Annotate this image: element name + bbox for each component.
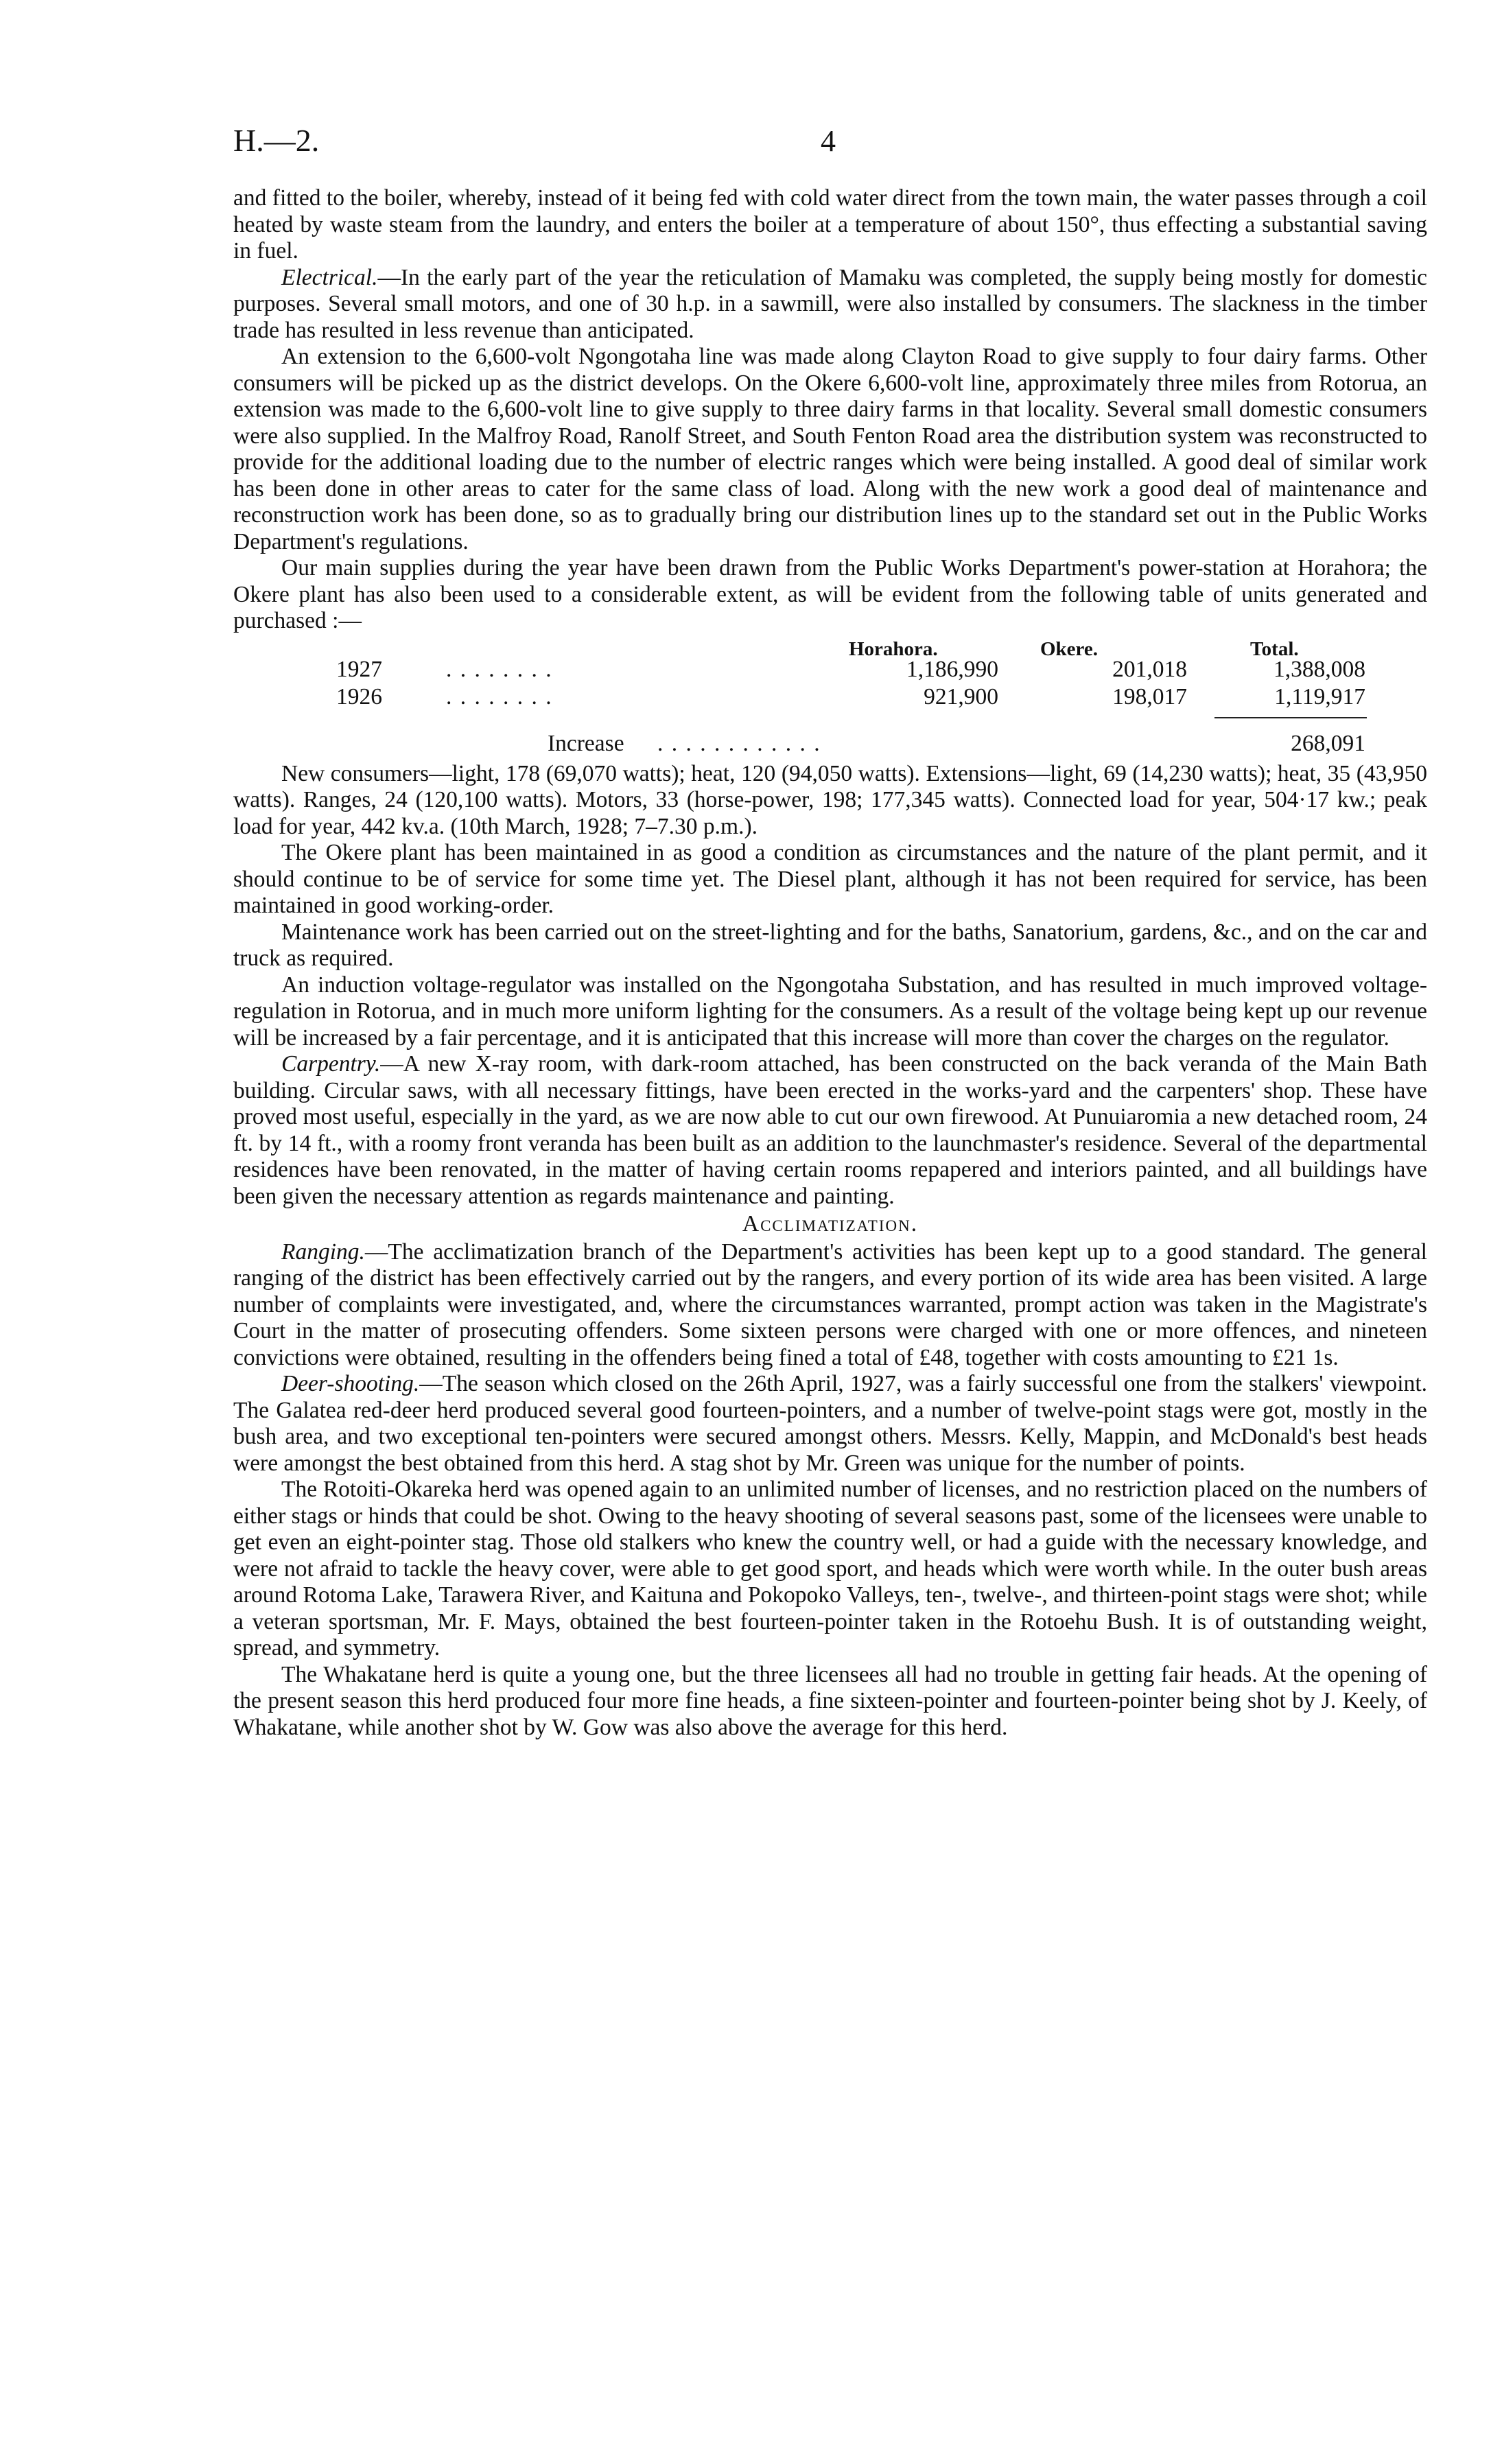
paragraph-text: —The acclimatization branch of the Department's activities has been kept up to a good standard. The general ranging of the district has been effectively carried out by the rangers, and every portion of its wide area has been visited. A large number of complaints were investigated, and, where the circumstances warranted, prompt action was taken in the Magistrate's Court in the matter of prosecuting offenders. Some sixteen persons were charged with one or more offences, and nineteen convictions were obtained, resulting in the offenders being fined a total of £48, together with costs amounting to £21 1s.	[233, 1239, 1427, 1370]
paragraph-electrical	[233, 265, 1427, 344]
table-row-dots: . . . . . . . .	[446, 656, 553, 682]
paragraph: An induction voltage-regulator was installed on the Ngongotaha Substation, and has resulted in much improved voltage-regulation in Rotorua, and in much more uniform lighting for the consumers. As a result of the voltage being kept up our revenue will be increased by a fair percentage, and it is anticipated that this increase will more than cover the charges on the regulator.	[233, 972, 1427, 1051]
paragraph: The Rotoiti-Okareka herd was opened again to an unlimited number of licenses, and no restriction placed on the numbers of either stags or hinds that could be shot. Owing to the heavy shooting of several seasons past, some of the licensees were unable to get even an eight-pointer stag. Those old stalkers who knew the country well, or had a guide with the necessary knowledge, and were not afraid to tackle the heavy cover, were able to get good sport, and heads which were worth while. In the outer bush areas around Rotoma Lake, Tarawera River, and Kaituna and Pokopoko Valleys, ten-, twelve-, and thirteen-point stags were shot; while a veteran sportsman, Mr. F. Mays, obtained the best fourteen-pointer taken in the Rotoehu Bush. It is of outstanding weight, spread, and symmetry.	[233, 1477, 1427, 1661]
paragraph-text: —In the early part of the year the reticulation of Mamaku was completed, the supply being mostly for domestic purposes. Several small motors, and one of 30 h.p. in a sawmill, were also installed by consumers. The slackness in the timber trade has resulted in less revenue than anticipated.	[233, 264, 1427, 343]
increase-dots: . . . . . . . . . . . .	[657, 730, 821, 756]
paragraph: New consumers—light, 178 (69,070 watts); heat, 120 (94,050 watts). Extensions—light, 69 (14,230 watts); heat, 35 (43,950 watts). Ranges, 24 (120,100 watts). Motors, 33 (horse-power, 198; 177,345 watts). Connected load for year, 504·17 kw.; peak load for year, 442 kv.a. (10th March, 1928; 7–7.30 p.m.).	[233, 760, 1427, 839]
paragraph: Our main supplies during the year have been drawn from the Public Works Department's power-station at Horahora; the Okere plant has also been used to a considerable extent, as will be evident from the following table of units generated and purchased :—	[233, 555, 1427, 633]
paragraph-ranging	[233, 1239, 1427, 1372]
paragraph-text: —A new X-ray room, with dark-room attached, has been constructed on the back veranda of the Main Bath building. Circular saws, with all necessary fittings, have been erected in the works-yard and the carpenters' shop. These have proved most useful, especially in the yard, as we are now able to cut our own firewood. At Punuiaromia a new detached room, 24 ft. by 14 ft., with a roomy front veranda has been built as an addition to the launchmaster's residence. Several of the departmental residences have been renovated, in the matter of having certain rooms repapered and interiors painted, and all buildings have been given the necessary attention as regards maintenance and painting.	[233, 1051, 1427, 1209]
increase-label: Increase	[548, 730, 624, 756]
table-row-year: 1926	[336, 683, 382, 709]
table-cell-total: 1,119,917	[1274, 683, 1365, 709]
paragraph: The Whakatane herd is quite a young one, but the three licensees all had no trouble in getting fair heads. At the opening of the present season this herd produced four more fine heads, a fine sixteen-pointer and fourteen-pointer being shot by J. Keely, of Whakatane, while another shot by W. Gow was also above the average for this herd.	[233, 1661, 1427, 1740]
paragraph-text: —The season which closed on the 26th April, 1927, was a fairly successful one from the stalkers' viewpoint. The Galatea red-deer herd produced several good fourteen-pointers, and a number of twelve-point stags were got, mostly in the bush area, and two exceptional ten-pointers were secured amongst others. Messrs. Kelly, Mappin, and McDonald's best heads were amongst the best obtained from this herd. A stag shot by Mr. Green was unique for the number of points.	[233, 1371, 1427, 1476]
table-cell-okere: 198,017	[1112, 683, 1187, 709]
table-cell-horahora: 1,186,990	[906, 656, 998, 682]
table-cell-total: 1,388,008	[1273, 656, 1365, 682]
document-body	[233, 185, 1427, 1741]
column-header-horahora: Horahora.	[849, 637, 938, 660]
paragraph-carpentry	[233, 1051, 1427, 1210]
paragraph: and fitted to the boiler, whereby, instead of it being fed with cold water direct from the town main, the water passes through a coil heated by waste steam from the laundry, and enters the boiler at a temperature of about 150°, thus effecting a substantial saving in fuel.	[233, 185, 1427, 263]
increase-value: 268,091	[1291, 730, 1365, 756]
table-row-year: 1927	[336, 656, 382, 682]
column-header-okere: Okere.	[1040, 637, 1099, 660]
section-heading: Acclimatization.	[742, 1211, 919, 1236]
table-row-dots: . . . . . . . .	[446, 683, 553, 709]
paragraph-lead: Carpentry.	[281, 1051, 381, 1077]
table-cell-okere: 201,018	[1112, 656, 1187, 682]
paragraph: An extension to the 6,600-volt Ngongotaha line was made along Clayton Road to give supply to four dairy farms. Other consumers will be picked up as the district develops. On the Okere 6,600-volt line, approximately three miles from Rotorua, an extension was made to the 6,600-volt line to give supply to three dairy farms in that locality. Several small domestic consumers were also supplied. In the Malfroy Road, Ranolf Street, and South Fenton Road area the distribution system was reconstructed to provide for the additional loading due to the number of electric ranges which were being installed. A good deal of similar work has been done in other areas to cater for the same class of load. Along with the new work a good deal of maintenance and reconstruction work has been done, so as to gradually bring our distribution lines up to the standard set out in the Public Works Department's regulations.	[233, 344, 1427, 554]
document-code: H.—2.	[233, 123, 320, 158]
paragraph-lead: Ranging.	[281, 1239, 365, 1265]
paragraph: Maintenance work has been carried out on the street-lighting and for the baths, Sanatorium, gardens, &c., and on the car and truck as required.	[233, 919, 1427, 971]
units-table	[233, 636, 1427, 761]
paragraph-lead: Electrical.	[281, 264, 378, 290]
paragraph-lead: Deer-shooting.	[281, 1371, 420, 1396]
paragraph-deer-shooting	[233, 1371, 1427, 1477]
table-cell-horahora: 921,900	[924, 683, 998, 709]
page-number: 4	[821, 124, 836, 158]
column-header-total: Total.	[1250, 637, 1299, 660]
paragraph: The Okere plant has been maintained in as good a condition as circumstances and the nature of the plant permit, and it should continue to be of service for some time yet. The Diesel plant, although it has not been required for service, has been maintained in good working-order.	[233, 840, 1427, 918]
total-rule	[1214, 717, 1367, 718]
